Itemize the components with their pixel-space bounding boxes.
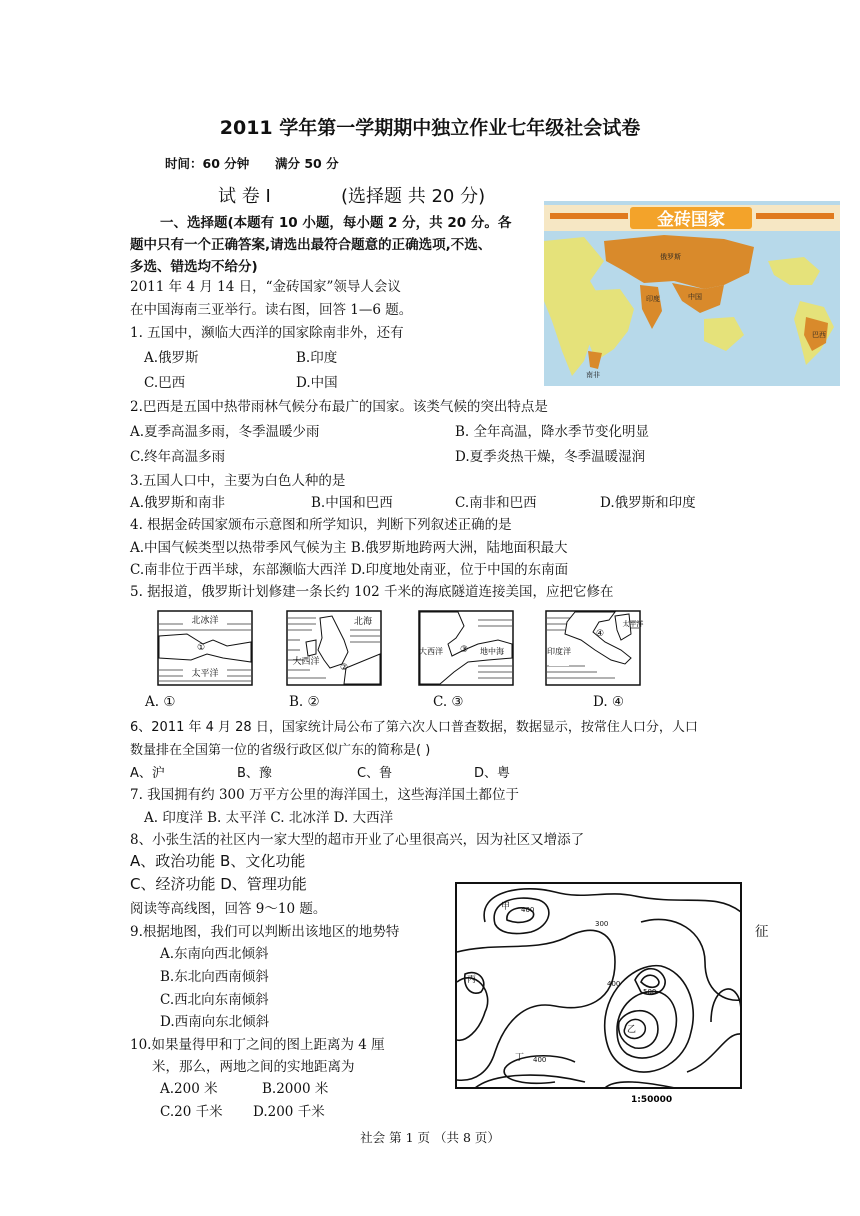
q5-map-2-marker: ②: [339, 663, 349, 673]
q7-options: A. 印度洋 B. 太平洋 C. 北冰洋 D. 大西洋: [144, 810, 394, 826]
q3-option-b: B.中国和巴西: [311, 495, 393, 511]
q5-option-b: B. ②: [289, 694, 320, 710]
q4-stem: 4. 根据金砖国家颁布示意图和所学知识，判断下列叙述正确的是: [130, 517, 512, 533]
instruction-line-1: 一、选择题(本题有 10 小题，每小题 2 分，共 20 分。各: [160, 215, 512, 231]
contour-label-bing: 丙: [467, 975, 477, 985]
q6-option-b: B、豫: [237, 766, 272, 781]
q3-option-c: C.南非和巴西: [455, 495, 537, 511]
q9-option-a: A.东南向西北倾斜: [160, 946, 269, 962]
q8-options-ab: A、政治功能 B、文化功能: [130, 852, 306, 870]
q7-stem: 7. 我国拥有约 300 万平方公里的海洋国土，这些海洋国土都位于: [130, 787, 520, 803]
q5-map-3-label-right: 地中海: [480, 647, 504, 656]
q1-stem: 1. 五国中，濒临大西洋的国家除南非外，还有: [130, 325, 404, 341]
q9-intro: 阅读等高线图，回答 9～10 题。: [130, 901, 327, 917]
q6-option-a: A、沪: [130, 766, 165, 781]
q2-option-c: C.终年高温多雨: [130, 449, 226, 465]
brics-map: [544, 201, 840, 386]
q6-option-c: C、鲁: [357, 766, 393, 781]
q5-map-1-marker: ①: [196, 643, 206, 653]
q1-option-c: C.巴西: [144, 375, 186, 391]
q5-map-2-label-side: 大西洋: [292, 657, 320, 667]
q10-option-a: A.200 米: [160, 1081, 218, 1097]
q5-map-1-label-bottom: 太平洋: [191, 669, 219, 679]
contour-map: [455, 882, 745, 1112]
section-label: 试 卷 Ⅰ: [218, 186, 271, 207]
contour-label-jia: 甲: [501, 902, 511, 912]
q1-option-b: B.印度: [296, 350, 338, 366]
q5-map-3-marker: ③: [459, 645, 469, 655]
q9-option-b: B.东北向西南倾斜: [160, 969, 269, 985]
q4-options-ab: A.中国气候类型以热带季风气候为主 B.俄罗斯地跨两大洲，陆地面积最大: [130, 540, 568, 556]
q5-option-c: C. ③: [433, 694, 464, 710]
q10-option-b: B.2000 米: [262, 1081, 329, 1097]
q6-option-d: D、粤: [474, 766, 511, 781]
q9-stem-end: 征: [755, 924, 769, 940]
brics-banner: 金砖国家: [657, 210, 725, 230]
q2-option-a: A.夏季高温多雨，冬季温暖少雨: [130, 424, 320, 440]
map-label-russia: 俄罗斯: [660, 253, 681, 261]
q6-line-2: 数量排在全国第一位的省级行政区似广东的简称是( ): [130, 743, 431, 758]
instruction-line-3: 多选、错选均不给分): [130, 259, 258, 275]
contour-elev-5: 400: [533, 1056, 547, 1064]
q2-stem: 2.巴西是五国中热带雨林气候分布最广的国家。该类气候的突出特点是: [130, 399, 548, 415]
q4-options-cd: C.南非位于西半球，东部濒临大西洋 D.印度地处南亚，位于中国的东南面: [130, 562, 569, 578]
section-note: (选择题 共 20 分): [341, 186, 486, 207]
q5-map-2: [286, 610, 382, 690]
q6-line-1: 6、2011 年 4 月 28 日，国家统计局公布了第六次人口普查数据，数据显示，按常住人口分，人口: [130, 720, 698, 735]
q10-option-d: D.200 千米: [253, 1104, 325, 1120]
contour-elev-4: 500: [643, 988, 657, 996]
q10-line-2: 米，那么，两地之间的实地距离为: [152, 1059, 355, 1075]
q9-stem: 9.根据地图，我们可以判断出该地区的地势特: [130, 924, 400, 940]
q3-stem: 3.五国人口中，主要为白色人种的是: [130, 473, 346, 489]
q5-option-a: A. ①: [145, 694, 176, 710]
q2-option-d: D.夏季炎热干燥，冬季温暖湿润: [455, 449, 646, 465]
page-title: 2011 学年第一学期期中独立作业七年级社会试卷: [219, 117, 641, 139]
intro-line-2: 在中国海南三亚举行。读右图，回答 1—6 题。: [130, 302, 413, 318]
q9-option-c: C.西北向东南倾斜: [160, 992, 269, 1008]
exam-full-score: 满分 50 分: [275, 156, 339, 171]
map-label-brazil: 巴西: [812, 331, 826, 339]
q9-option-d: D.西南向东北倾斜: [160, 1014, 270, 1030]
q3-option-d: D.俄罗斯和印度: [600, 495, 696, 511]
map-label-china: 中国: [688, 293, 702, 301]
map-label-india: 印度: [646, 295, 660, 303]
q3-option-a: A.俄罗斯和南非: [130, 495, 226, 511]
q5-map-3-label-left: 大西洋: [419, 647, 443, 656]
q1-option-a: A.俄罗斯: [144, 350, 199, 366]
q5-map-4: [545, 610, 644, 690]
q1-option-d: D.中国: [296, 375, 338, 391]
q8-stem: 8、小张生活的社区内一家大型的超市开业了心里很高兴，因为社区又增添了: [130, 832, 585, 848]
q5-map-1-label-top: 北冰洋: [191, 616, 219, 626]
q10-line-1: 10.如果量得甲和丁之间的图上距离为 4 厘: [130, 1037, 385, 1053]
q10-option-c: C.20 千米: [160, 1104, 223, 1120]
q5-map-4-label-right: 太平洋: [622, 620, 644, 628]
q8-options-cd: C、经济功能 D、管理功能: [130, 875, 307, 893]
intro-line-1: 2011 年 4 月 14 日，“金砖国家”领导人会议: [130, 279, 401, 295]
map-label-south-africa: 南非: [586, 371, 600, 379]
instruction-line-2: 题中只有一个正确答案,请选出最符合题意的正确选项,不选、: [130, 237, 492, 253]
q5-map-2-label-top: 北海: [353, 617, 373, 627]
exam-time: 时间：60 分钟: [165, 156, 250, 171]
contour-label-ding: 丁: [515, 1053, 525, 1063]
q5-map-4-marker: ④: [595, 629, 605, 639]
contour-elev-1: 400: [521, 906, 535, 914]
q5-option-d: D. ④: [593, 694, 625, 710]
q5-map-4-label-left: 印度洋: [547, 647, 571, 656]
contour-elev-2: 300: [595, 920, 609, 928]
q2-option-b: B. 全年高温，降水季节变化明显: [455, 424, 650, 440]
q5-map-1: [157, 610, 253, 690]
q5-map-3: [418, 610, 514, 690]
contour-elev-3: 400: [607, 980, 621, 988]
page-footer: 社会 第 1 页 （共 8 页）: [360, 1130, 500, 1145]
contour-label-yi: 乙: [627, 1025, 637, 1035]
contour-scale: 1:50000: [631, 1095, 673, 1105]
q5-stem: 5. 据报道，俄罗斯计划修建一条长约 102 千米的海底隧道连接美国，应把它修在: [130, 584, 614, 600]
